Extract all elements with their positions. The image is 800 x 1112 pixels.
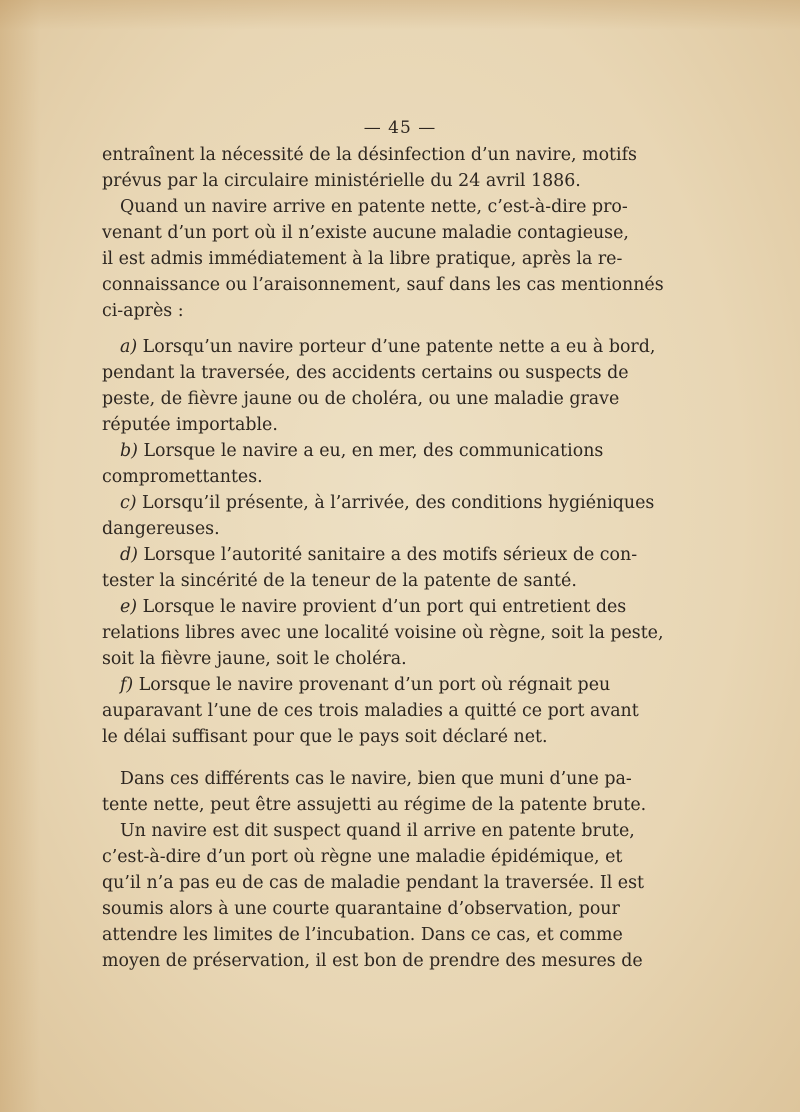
text-line: le délai suffisant pour que le pays soit déclaré net. (102, 727, 548, 747)
body-text (102, 142, 664, 974)
text-line (102, 334, 656, 360)
item-text: Lorsque le navire provenant d’un port où régnait peu (133, 675, 611, 695)
page-edge-shading (0, 0, 40, 1112)
text-line (102, 594, 627, 620)
item-text: Lorsque le navire a eu, en mer, des communications (137, 441, 604, 461)
text-line: pendant la traversée, des accidents certains ou suspects de (102, 363, 629, 383)
list-item (102, 672, 639, 750)
text-line: relations libres avec une localité voisine où règne, soit la peste, (102, 623, 664, 643)
paragraph (102, 142, 637, 194)
text-line (102, 490, 655, 516)
paragraph (102, 818, 645, 974)
item-text: Lorsqu’il présente, à l’arrivée, des conditions hygiéniques (136, 493, 655, 513)
text-line: prévus par la circulaire ministérielle du 24 avril 1886. (102, 171, 581, 191)
list-item (102, 438, 604, 490)
text-line: venant d’un port où il n’existe aucune maladie contagieuse, (102, 223, 629, 243)
text-line: Quand un navire arrive en patente nette, c’est-à-dire pro- (120, 197, 628, 217)
paragraph (102, 194, 664, 324)
item-text: Lorsque le navire provient d’un port qui entretient des (137, 597, 627, 617)
item-letter: c) (120, 493, 137, 513)
text-line: Dans ces différents cas le navire, bien que muni d’une pa- (120, 769, 632, 789)
page-edge-shading-top (0, 0, 800, 30)
text-line: il est admis immédiatement à la libre pratique, après la re- (102, 249, 623, 269)
text-line: soit la fièvre jaune, soit le choléra. (102, 649, 407, 669)
text-line: auparavant l’une de ces trois maladies a quitté ce port avant (102, 701, 639, 721)
page-number: — 45 — (363, 118, 437, 138)
text-line: soumis alors à une courte quarantaine d’observation, pour (102, 899, 620, 919)
text-line: entraînent la nécessité de la désinfection d’un navire, motifs (102, 145, 637, 165)
text-line (102, 438, 604, 464)
text-line: c’est-à-dire d’un port où règne une maladie épidémique, et (102, 847, 623, 867)
text-line: peste, de fièvre jaune ou de choléra, ou une maladie grave (102, 389, 620, 409)
item-letter: e) (120, 597, 138, 617)
item-text: Lorsqu’un navire porteur d’une patente nette a eu à bord, (137, 337, 656, 357)
text-line: tester la sincérité de la teneur de la patente de santé. (102, 571, 577, 591)
text-line: réputée importable. (102, 415, 278, 435)
text-line: Un navire est dit suspect quand il arrive en patente brute, (120, 821, 635, 841)
text-line: compromettantes. (102, 467, 263, 487)
item-letter: d) (120, 545, 138, 565)
text-line: moyen de préservation, il est bon de prendre des mesures de (102, 951, 643, 971)
text-line: ci-après : (102, 301, 184, 321)
text-line (102, 672, 611, 698)
text-line: tente nette, peut être assujetti au régime de la patente brute. (102, 795, 647, 815)
list-item (102, 542, 638, 594)
paragraph (102, 766, 647, 818)
text-line (102, 542, 638, 568)
list-item (102, 334, 656, 438)
item-text: Lorsque l’autorité sanitaire a des motifs sérieux de con- (137, 545, 638, 565)
item-letter: f) (120, 675, 134, 695)
text-line: qu’il n’a pas eu de cas de maladie pendant la traversée. Il est (102, 873, 645, 893)
text-line: dangereuses. (102, 519, 220, 539)
list-item (102, 490, 655, 542)
item-letter: a) (120, 337, 138, 357)
text-line: connaissance ou l’araisonnement, sauf dans les cas mentionnés (102, 275, 664, 295)
item-letter: b) (120, 441, 138, 461)
list-item (102, 594, 664, 672)
text-line: attendre les limites de l’incubation. Dans ce cas, et comme (102, 925, 623, 945)
